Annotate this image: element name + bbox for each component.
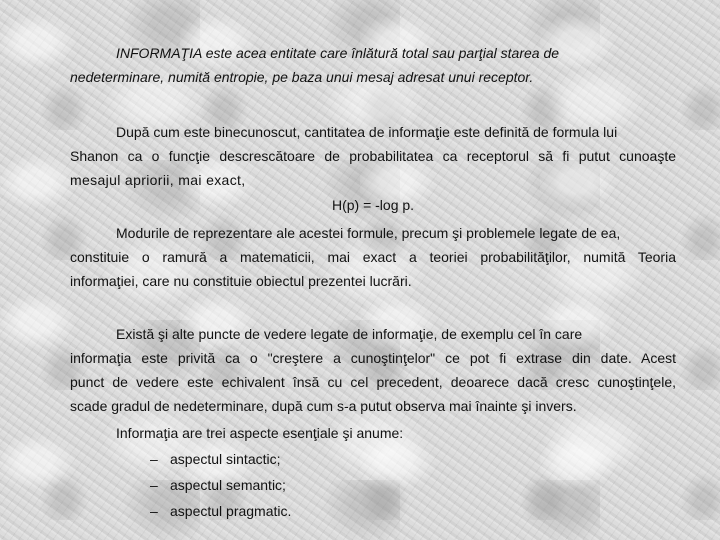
dash-bullet: –: [150, 503, 158, 519]
aspects-intro: Informaţia are trei aspecte esenţiale şi anume:: [116, 425, 404, 441]
text-line: Modurile de reprezentare ale acestei formule, precum şi problemele legate de ea,: [116, 225, 621, 241]
dash-bullet: –: [150, 477, 158, 493]
text-line: După cum este binecunoscut, cantitatea de informaţie este definită de formula lui: [116, 124, 618, 140]
text-line: mesajul apriorii, mai exact,: [70, 172, 246, 188]
dash-bullet: –: [150, 451, 158, 467]
list-item: [150, 476, 720, 494]
list-item-text: aspectul sintactic;: [170, 451, 281, 467]
text-line: informaţia este privită ca o "creştere a cunoştinţelor" ce pot fi extrase din date. Acest: [70, 350, 676, 366]
formula: H(p) = -log p.: [331, 197, 415, 213]
text-line: Shanon ca o funcţie descrescătoare de probabilitatea ca receptorul să fi putut cunoaşte: [70, 148, 676, 164]
text-line: scade gradul de nedeterminare, după cum s-a putut observa mai înainte şi invers.: [70, 398, 577, 414]
text-line: INFORMAŢIA este acea entitate care înlătură total sau parţial starea de: [116, 45, 560, 61]
list-item-text: aspectul semantic;: [170, 477, 286, 493]
text-line: constituie o ramură a matematicii, mai exact a teoriei probabilităţilor, numită Teoria: [70, 249, 676, 265]
text-line: informaţiei, care nu constituie obiectul prezentei lucrări.: [70, 273, 412, 289]
list-item: [150, 502, 720, 520]
list-item: [150, 450, 720, 468]
text-line: nedeterminare, numită entropie, pe baza unui mesaj adresat unui receptor.: [70, 69, 534, 85]
text-line: Există şi alte puncte de vedere legate de informaţie, de exemplu cel în care: [116, 326, 583, 342]
list-item-text: aspectul pragmatic.: [170, 503, 292, 519]
text-line: punct de vedere este echivalent însă cu cel precedent, deoarece dacă cresc cunoştinţele,: [70, 374, 676, 390]
